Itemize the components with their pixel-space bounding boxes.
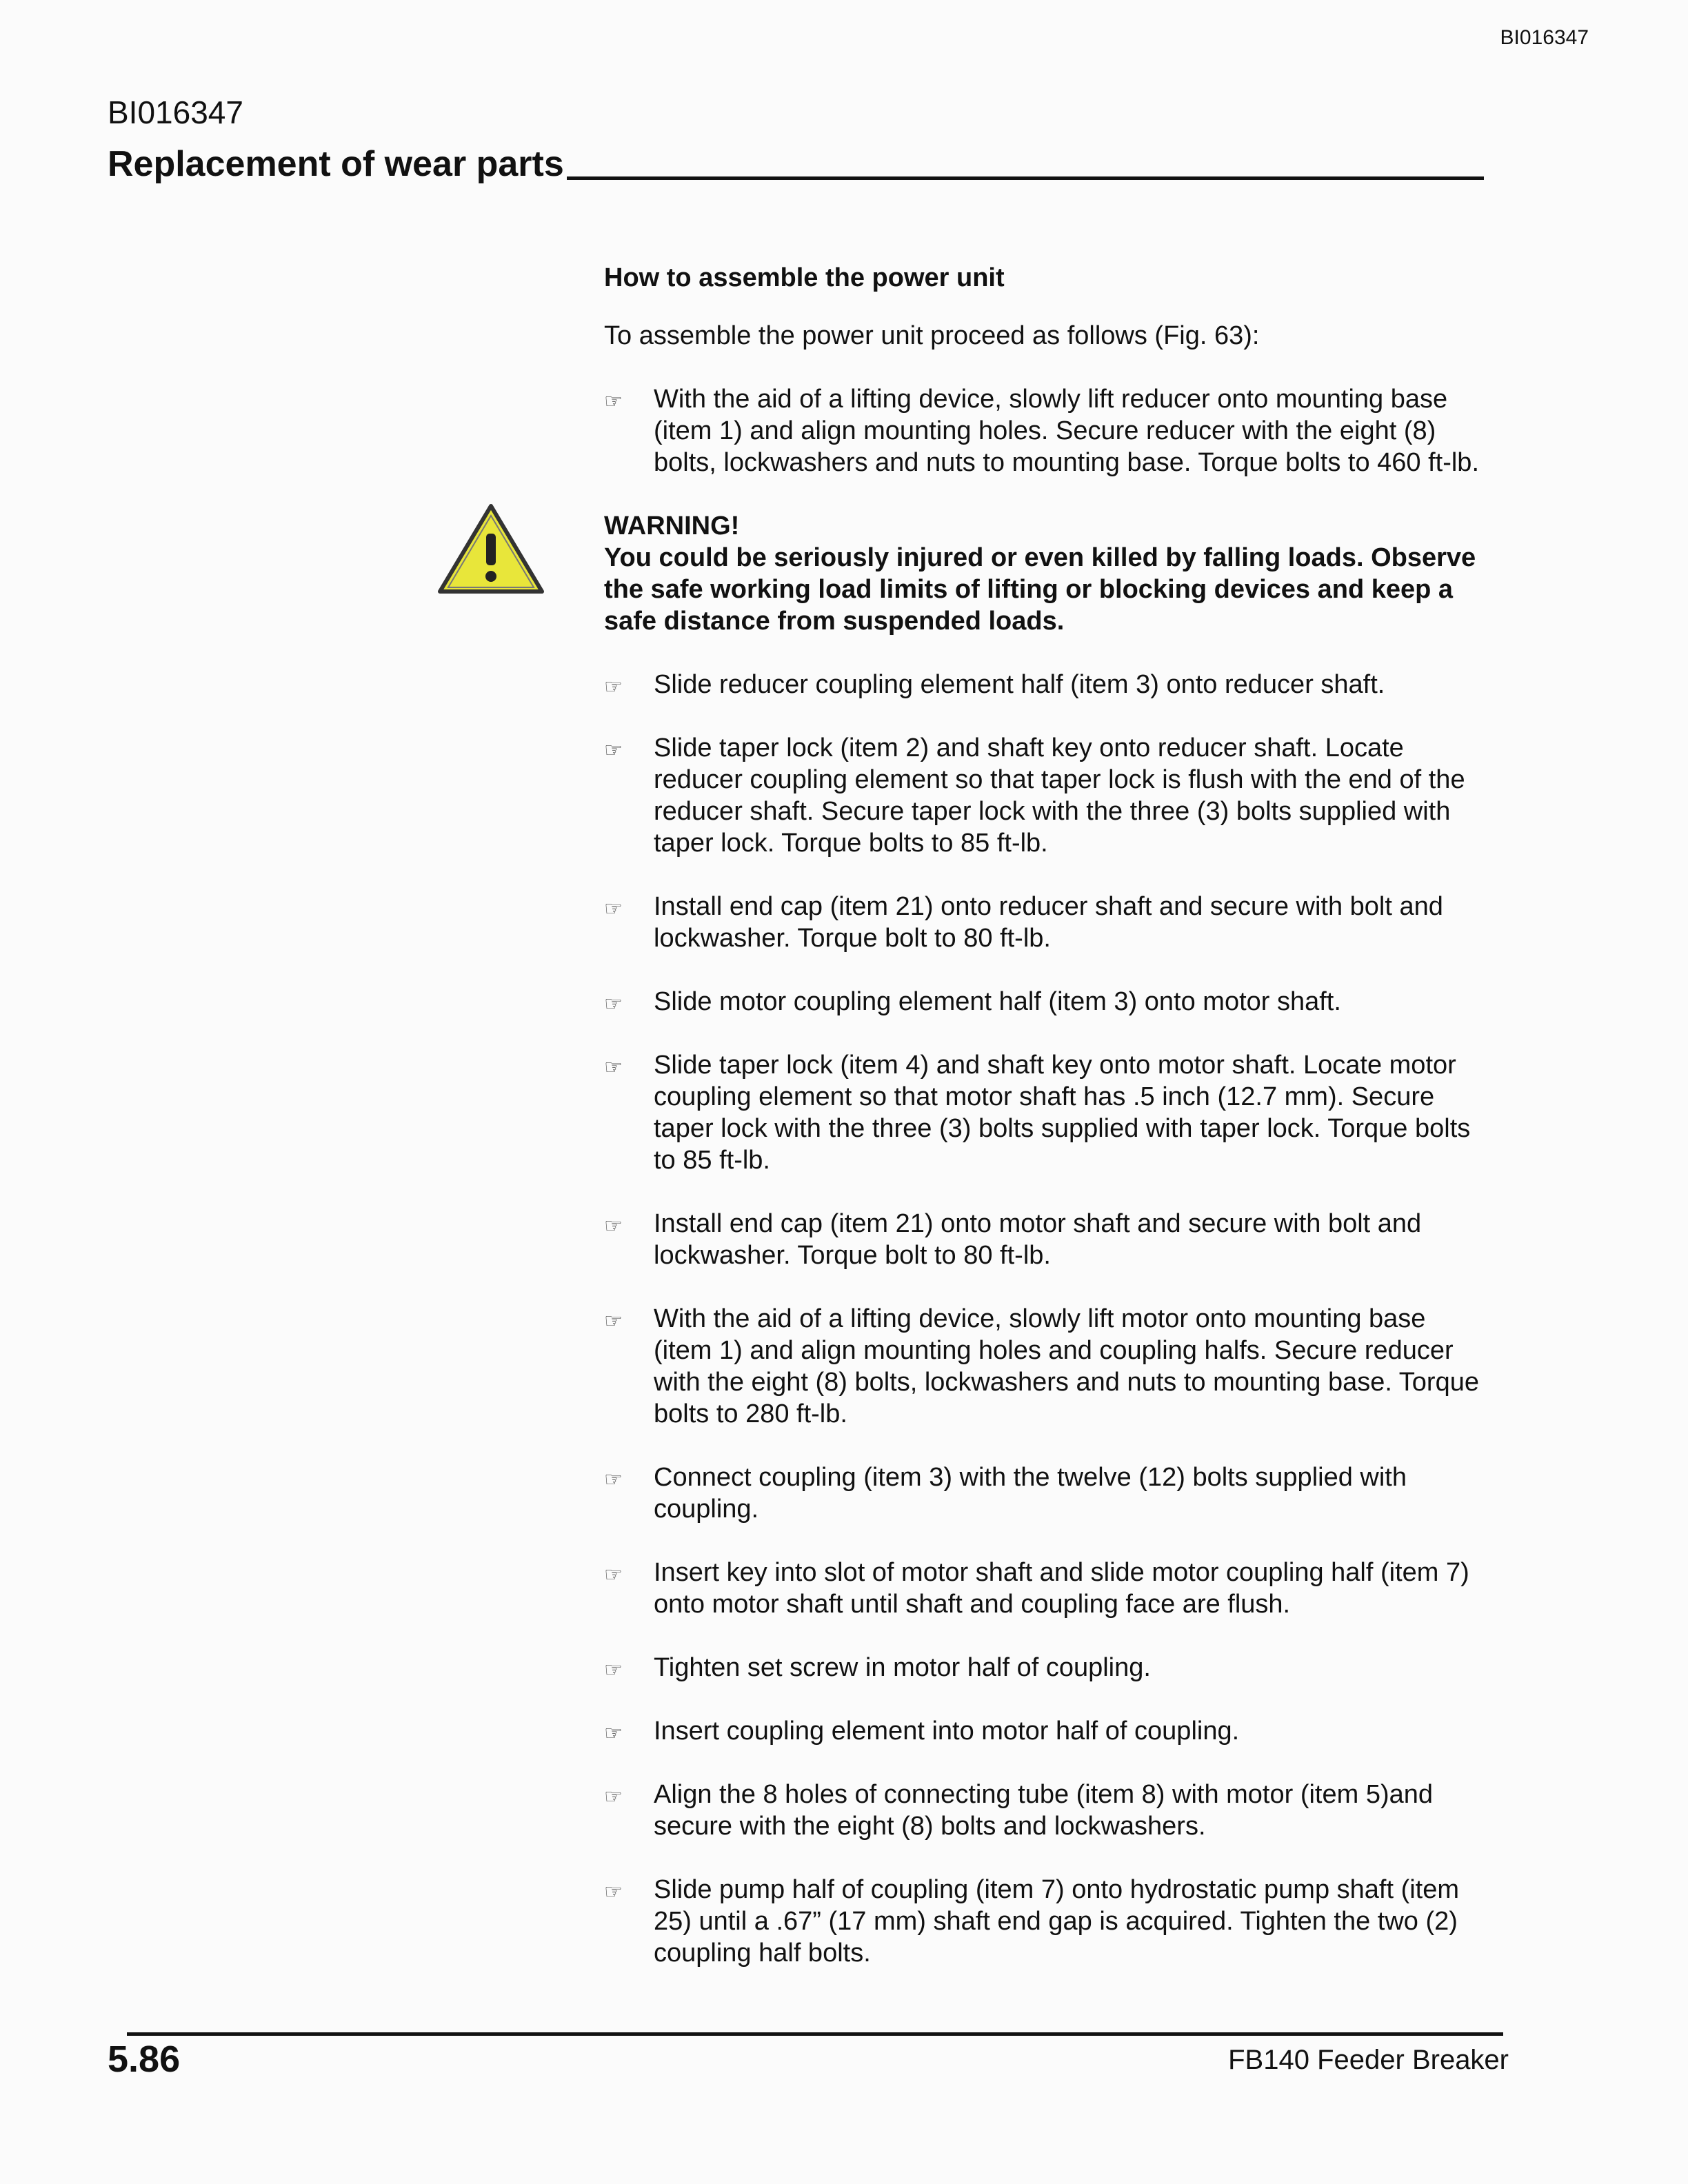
footer-title: FB140 Feeder Breaker xyxy=(1228,2045,1509,2075)
step-text: With the aid of a lifting device, slowly lift motor onto mounting base (item 1) and align mounting holes and coupling halfs. Secure reducer with the eight (8) bolts, lockwashers and nuts to mounting base. Torque bolts to 280 ft-lb. xyxy=(654,1304,1479,1428)
pointing-hand-icon: ☞ xyxy=(604,739,623,762)
pointing-hand-icon: ☞ xyxy=(604,1881,623,1903)
step-text: Install end cap (item 21) onto motor shaft and secure with bolt and lockwasher. Torque bolt to 80 ft-lb. xyxy=(654,1209,1422,1270)
step-item xyxy=(604,732,1487,859)
pointing-hand-icon: ☞ xyxy=(604,1468,623,1491)
pointing-hand-icon: ☞ xyxy=(604,1310,623,1333)
step-item xyxy=(604,383,1487,478)
step-text: Align the 8 holes of connecting tube (item 8) with motor (item 5)and secure with the eight (8) bolts and lockwashers. xyxy=(654,1780,1434,1841)
page-number: 5.86 xyxy=(108,2039,181,2080)
step-text: Slide motor coupling element half (item 3) onto motor shaft. xyxy=(654,987,1341,1016)
section-title-text: Replacement of wear parts xyxy=(108,144,564,184)
step-item xyxy=(604,1652,1487,1684)
step-item xyxy=(604,669,1487,700)
step-item xyxy=(604,1208,1487,1271)
step-text: Slide taper lock (item 4) and shaft key onto motor shaft. Locate motor coupling element so that motor shaft has .5 inch (12.7 mm). Secure taper lock with the three (3) bolts supplied with taper lock. Torque bolts to 85 ft-lb. xyxy=(654,1051,1471,1175)
step-item xyxy=(604,1049,1487,1176)
step-item xyxy=(604,1303,1487,1430)
step-item xyxy=(604,1715,1487,1747)
warning-block xyxy=(604,510,1487,637)
step-text: Slide reducer coupling element half (item 3) onto reducer shaft. xyxy=(654,670,1385,699)
step-item xyxy=(604,1462,1487,1525)
step-text: Install end cap (item 21) onto reducer shaft and secure with bolt and lockwasher. Torque bolt to 80 ft-lb. xyxy=(654,892,1443,953)
pointing-hand-icon: ☞ xyxy=(604,898,623,920)
step-text: Connect coupling (item 3) with the twelve (12) bolts supplied with coupling. xyxy=(654,1463,1407,1524)
step-text: With the aid of a lifting device, slowly lift reducer onto mounting base (item 1) and align mounting holes. Secure reducer with the eight (8) bolts, lockwashers and nuts to mounting base. Torque bolts to 460 ft-lb. xyxy=(654,385,1479,477)
pointing-hand-icon: ☞ xyxy=(604,1786,623,1808)
intro-paragraph: To assemble the power unit proceed as follows (Fig. 63): xyxy=(604,321,1260,350)
step-item xyxy=(604,1557,1487,1620)
pointing-hand-icon: ☞ xyxy=(604,1564,623,1586)
step-text: Slide pump half of coupling (item 7) onto hydrostatic pump shaft (item 25) until a .67” (17 mm) shaft end gap is acquired. Tighten the two (2) coupling half bolts. xyxy=(654,1875,1460,1968)
section-title xyxy=(108,145,1484,184)
step-text: Insert key into slot of motor shaft and slide motor coupling half (item 7) onto motor shaft until shaft and coupling face are flush. xyxy=(654,1558,1469,1619)
steps-before-warning xyxy=(604,383,1487,478)
footer-rule xyxy=(127,2032,1503,2036)
step-item xyxy=(604,986,1487,1018)
step-text: Slide taper lock (item 2) and shaft key onto reducer shaft. Locate reducer coupling element so that taper lock is flush with the end of the reducer shaft. Secure taper lock with the three (3) bolts supplied with taper lock. Torque bolts to 85 ft-lb. xyxy=(654,734,1465,858)
steps-after-warning xyxy=(604,669,1487,1969)
doc-id-top: BI016347 xyxy=(1500,26,1589,49)
step-text: Insert coupling element into motor half of coupling. xyxy=(654,1717,1240,1746)
pointing-hand-icon: ☞ xyxy=(604,993,623,1015)
title-underline xyxy=(567,176,1484,180)
warning-text: You could be seriously injured or even killed by falling loads. Observe the safe working load limits of lifting or blocking devices and keep a safe distance from suspended loads. xyxy=(604,543,1476,636)
doc-id: BI016347 xyxy=(108,94,243,130)
warning-triangle-icon xyxy=(436,501,546,597)
pointing-hand-icon: ☞ xyxy=(604,1056,623,1079)
main-content xyxy=(604,262,1487,2001)
subheading: How to assemble the power unit xyxy=(604,263,1005,292)
step-item xyxy=(604,1779,1487,1842)
pointing-hand-icon: ☞ xyxy=(604,1722,623,1745)
pointing-hand-icon: ☞ xyxy=(604,1215,623,1237)
step-item xyxy=(604,1874,1487,1969)
step-text: Tighten set screw in motor half of coupling. xyxy=(654,1653,1151,1682)
pointing-hand-icon: ☞ xyxy=(604,676,623,698)
warning-title: WARNING! xyxy=(604,512,740,540)
step-item xyxy=(604,891,1487,954)
pointing-hand-icon: ☞ xyxy=(604,1659,623,1681)
pointing-hand-icon: ☞ xyxy=(604,390,623,413)
